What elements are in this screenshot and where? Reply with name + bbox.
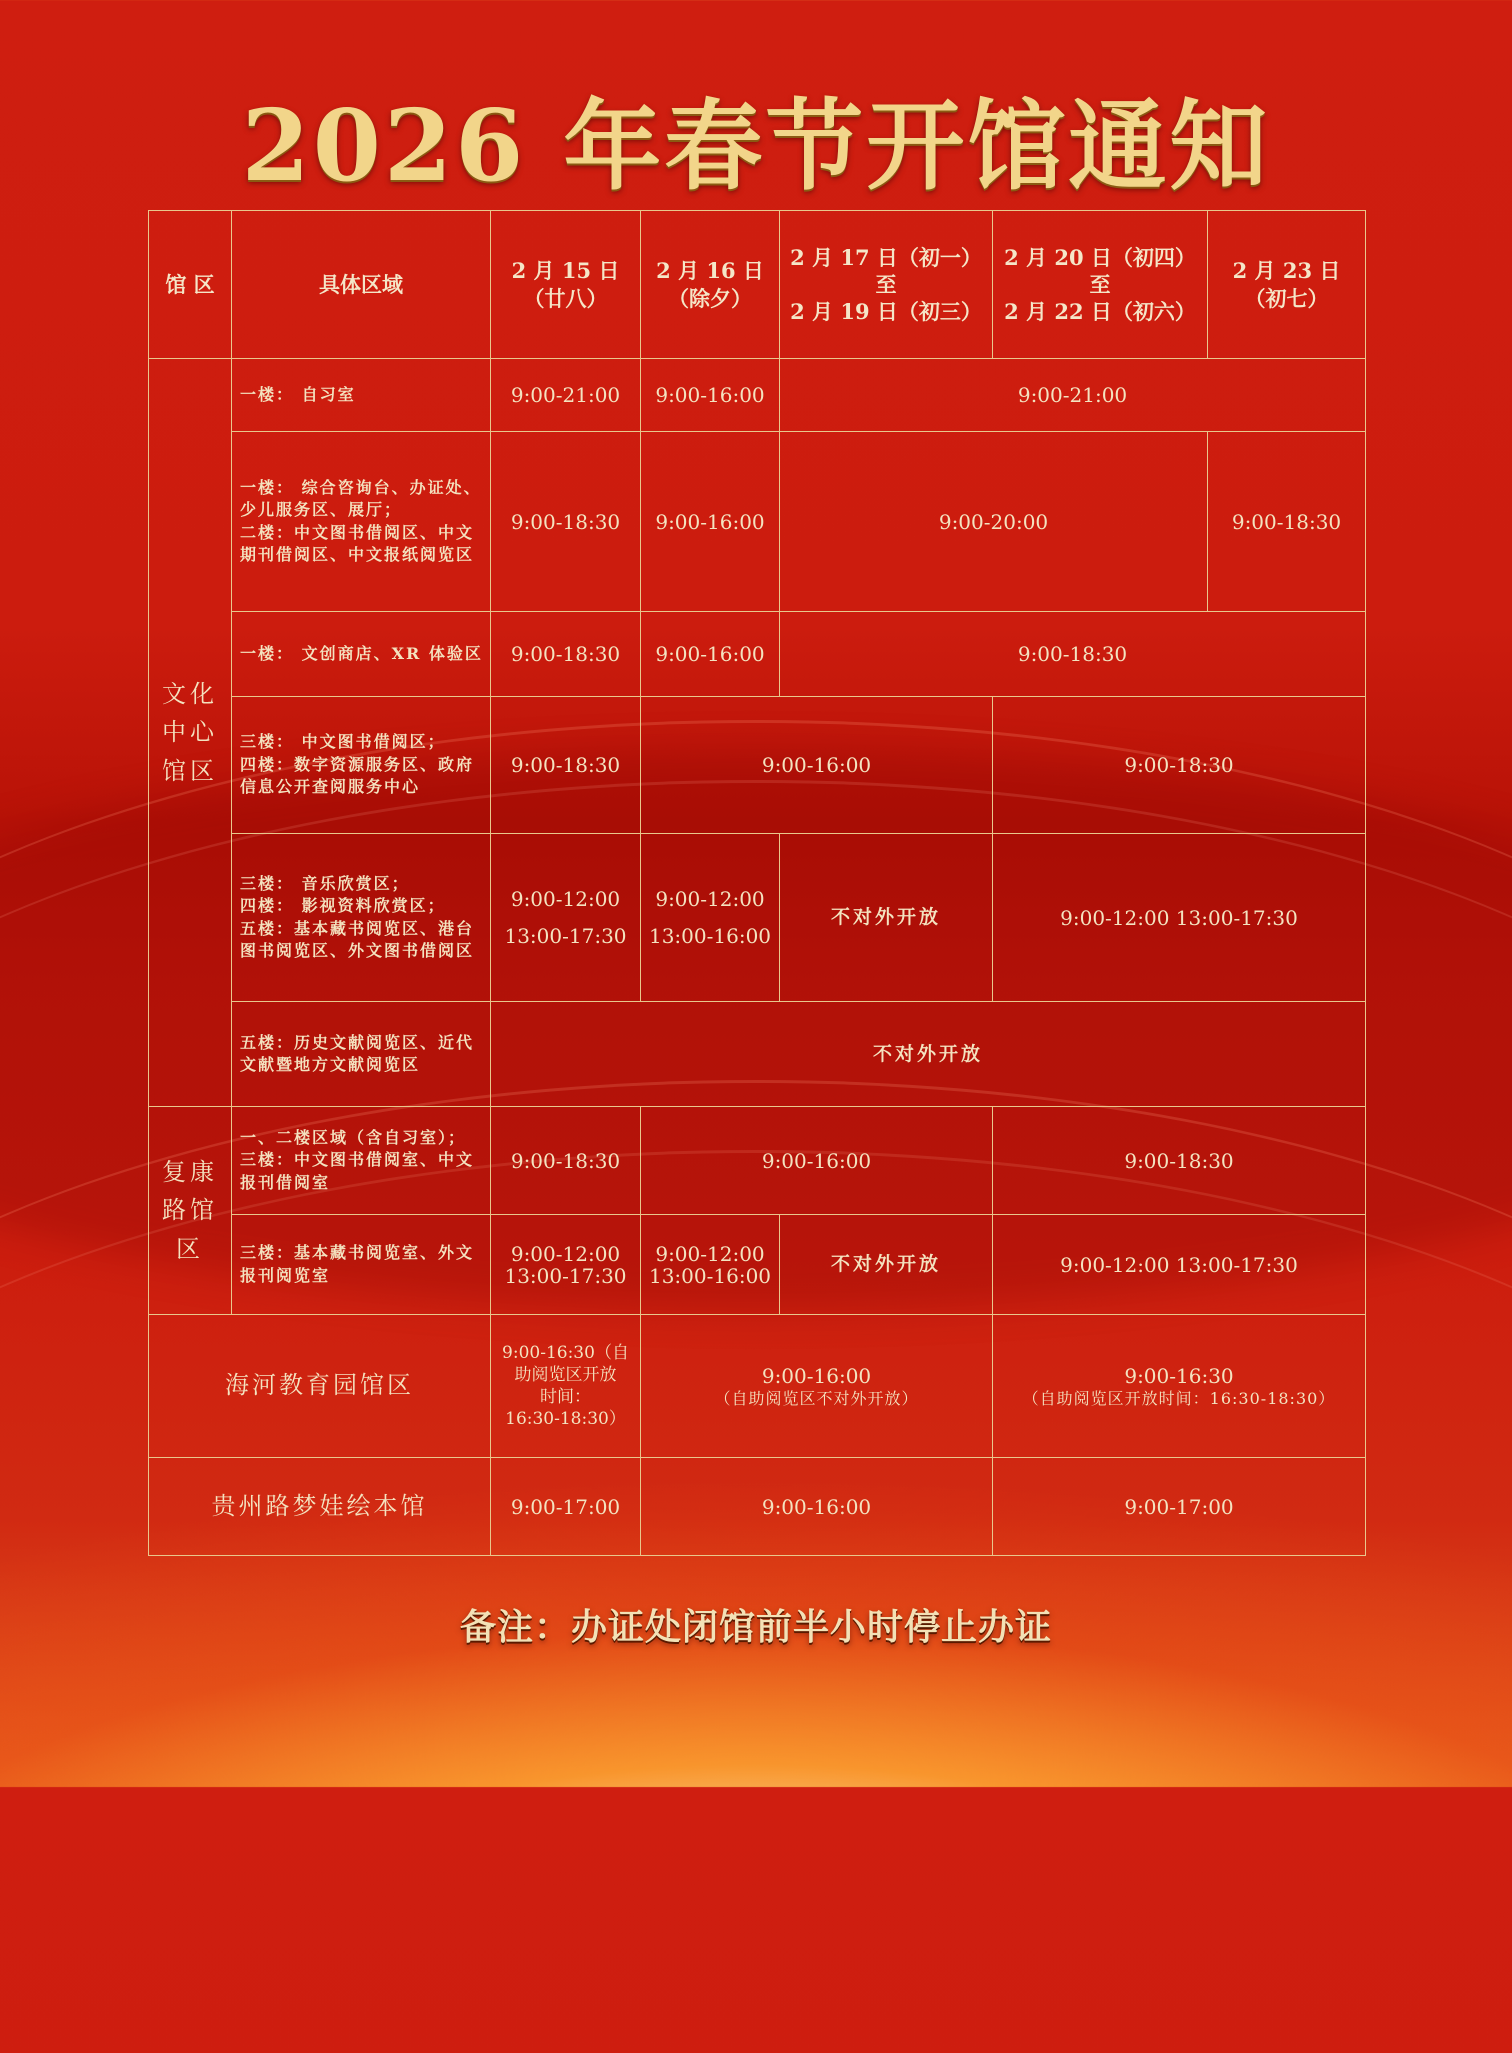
hours-cell: 9:00-17:00 (993, 1458, 1366, 1556)
hours-cell: 9:00-16:00 (641, 697, 993, 834)
library-name-fukang: 复康 路馆 区 (149, 1107, 232, 1315)
hours-cell: 9:00-16:00 (641, 1458, 993, 1556)
area-cell: 三楼：基本藏书阅览室、外文 报刊阅览室 (232, 1215, 491, 1315)
table-row (149, 1002, 1366, 1107)
area-cell: 三楼： 中文图书借阅区； 四楼：数字资源服务区、政府 信息公开查阅服务中心 (232, 697, 491, 834)
hours-cell: 9:00-18:30 (1208, 432, 1366, 612)
area-cell: 三楼： 音乐欣赏区； 四楼： 影视资料欣赏区； 五楼：基本藏书阅览区、港台 图书阅览区、外文图书借阅区 (232, 834, 491, 1002)
hours-cell: 9:00-21:00 (780, 359, 1366, 432)
library-name-guizhou: 贵州路梦娃绘本馆 (149, 1458, 491, 1556)
header-row (149, 211, 1366, 359)
hours-cell: 9:00-12:00 13:00-16:00 (641, 1215, 780, 1315)
hours-cell: 9:00-16:00 （自助阅览区不对外开放） (641, 1315, 993, 1458)
library-name-wenhua: 文化 中心 馆区 (149, 359, 232, 1107)
hours-cell: 9:00-18:30 (780, 612, 1366, 697)
table-row (149, 697, 1366, 834)
hours-cell: 9:00-21:00 (491, 359, 641, 432)
hours-cell: 9:00-18:30 (993, 1107, 1366, 1215)
hours-cell: 9:00-12:00 13:00-17:30 (993, 1215, 1366, 1315)
hours-cell: 9:00-16:00 (641, 612, 780, 697)
header-date-1: 2 月 15 日 （廿八） (491, 211, 641, 359)
hours-cell: 9:00-18:30 (491, 697, 641, 834)
hours-cell: 9:00-16:00 (641, 1107, 993, 1215)
hours-cell: 9:00-18:30 (993, 697, 1366, 834)
header-area: 具体区域 (232, 211, 491, 359)
schedule-table (148, 210, 1366, 1556)
hours-cell: 9:00-17:00 (491, 1458, 641, 1556)
area-cell: 一楼： 文创商店、XR 体验区 (232, 612, 491, 697)
footnote: 备注：办证处闭馆前半小时停止办证 (459, 1606, 1052, 1648)
closed-cell: 不对外开放 (491, 1002, 1366, 1107)
area-cell: 一楼： 综合咨询台、办证处、 少儿服务区、展厅； 二楼：中文图书借阅区、中文 期刊借阅区、中文报纸阅览区 (232, 432, 491, 612)
hours-cell: 9:00-20:00 (780, 432, 1208, 612)
table-row (149, 1215, 1366, 1315)
hours-cell: 9:00-16:30 （自助阅览区开放时间：16:30-18:30） (993, 1315, 1366, 1458)
area-cell: 五楼：历史文献阅览区、近代 文献暨地方文献阅览区 (232, 1002, 491, 1107)
library-name-haihe: 海河教育园馆区 (149, 1315, 491, 1458)
closed-cell: 不对外开放 (780, 1215, 993, 1315)
area-cell: 一、二楼区域（含自习室）； 三楼：中文图书借阅室、中文 报刊借阅室 (232, 1107, 491, 1215)
hours-cell: 9:00-12:00 13:00-17:30 (993, 834, 1366, 1002)
hours-cell: 9:00-16:00 (641, 432, 780, 612)
hours-cell: 9:00-12:00 13:00-16:00 (641, 834, 780, 1002)
header-library: 馆 区 (149, 211, 232, 359)
hours-cell: 9:00-18:30 (491, 612, 641, 697)
table-row (149, 834, 1366, 1002)
header-date-3: 2 月 17 日（初一） 至 2 月 19 日（初三） (780, 211, 993, 359)
table-row (149, 612, 1366, 697)
hours-cell: 9:00-16:00 (641, 359, 780, 432)
hours-cell: 9:00-12:00 13:00-17:30 (491, 1215, 641, 1315)
table-row (149, 1458, 1366, 1556)
header-date-5: 2 月 23 日 （初七） (1208, 211, 1366, 359)
header-date-4: 2 月 20 日（初四） 至 2 月 22 日（初六） (993, 211, 1208, 359)
hours-cell: 9:00-18:30 (491, 1107, 641, 1215)
hours-cell: 9:00-16:30（自 助阅览区开放 时间： 16:30-18:30） (491, 1315, 641, 1458)
closed-cell: 不对外开放 (780, 834, 993, 1002)
table-row (149, 432, 1366, 612)
hours-cell: 9:00-18:30 (491, 432, 641, 612)
area-cell: 一楼： 自习室 (232, 359, 491, 432)
page-title: 2026 年春节开馆通知 (241, 89, 1271, 204)
hours-cell: 9:00-12:00 13:00-17:30 (491, 834, 641, 1002)
table-row (149, 359, 1366, 432)
table-row (149, 1107, 1366, 1215)
header-date-2: 2 月 16 日 （除夕） (641, 211, 780, 359)
table-row (149, 1315, 1366, 1458)
